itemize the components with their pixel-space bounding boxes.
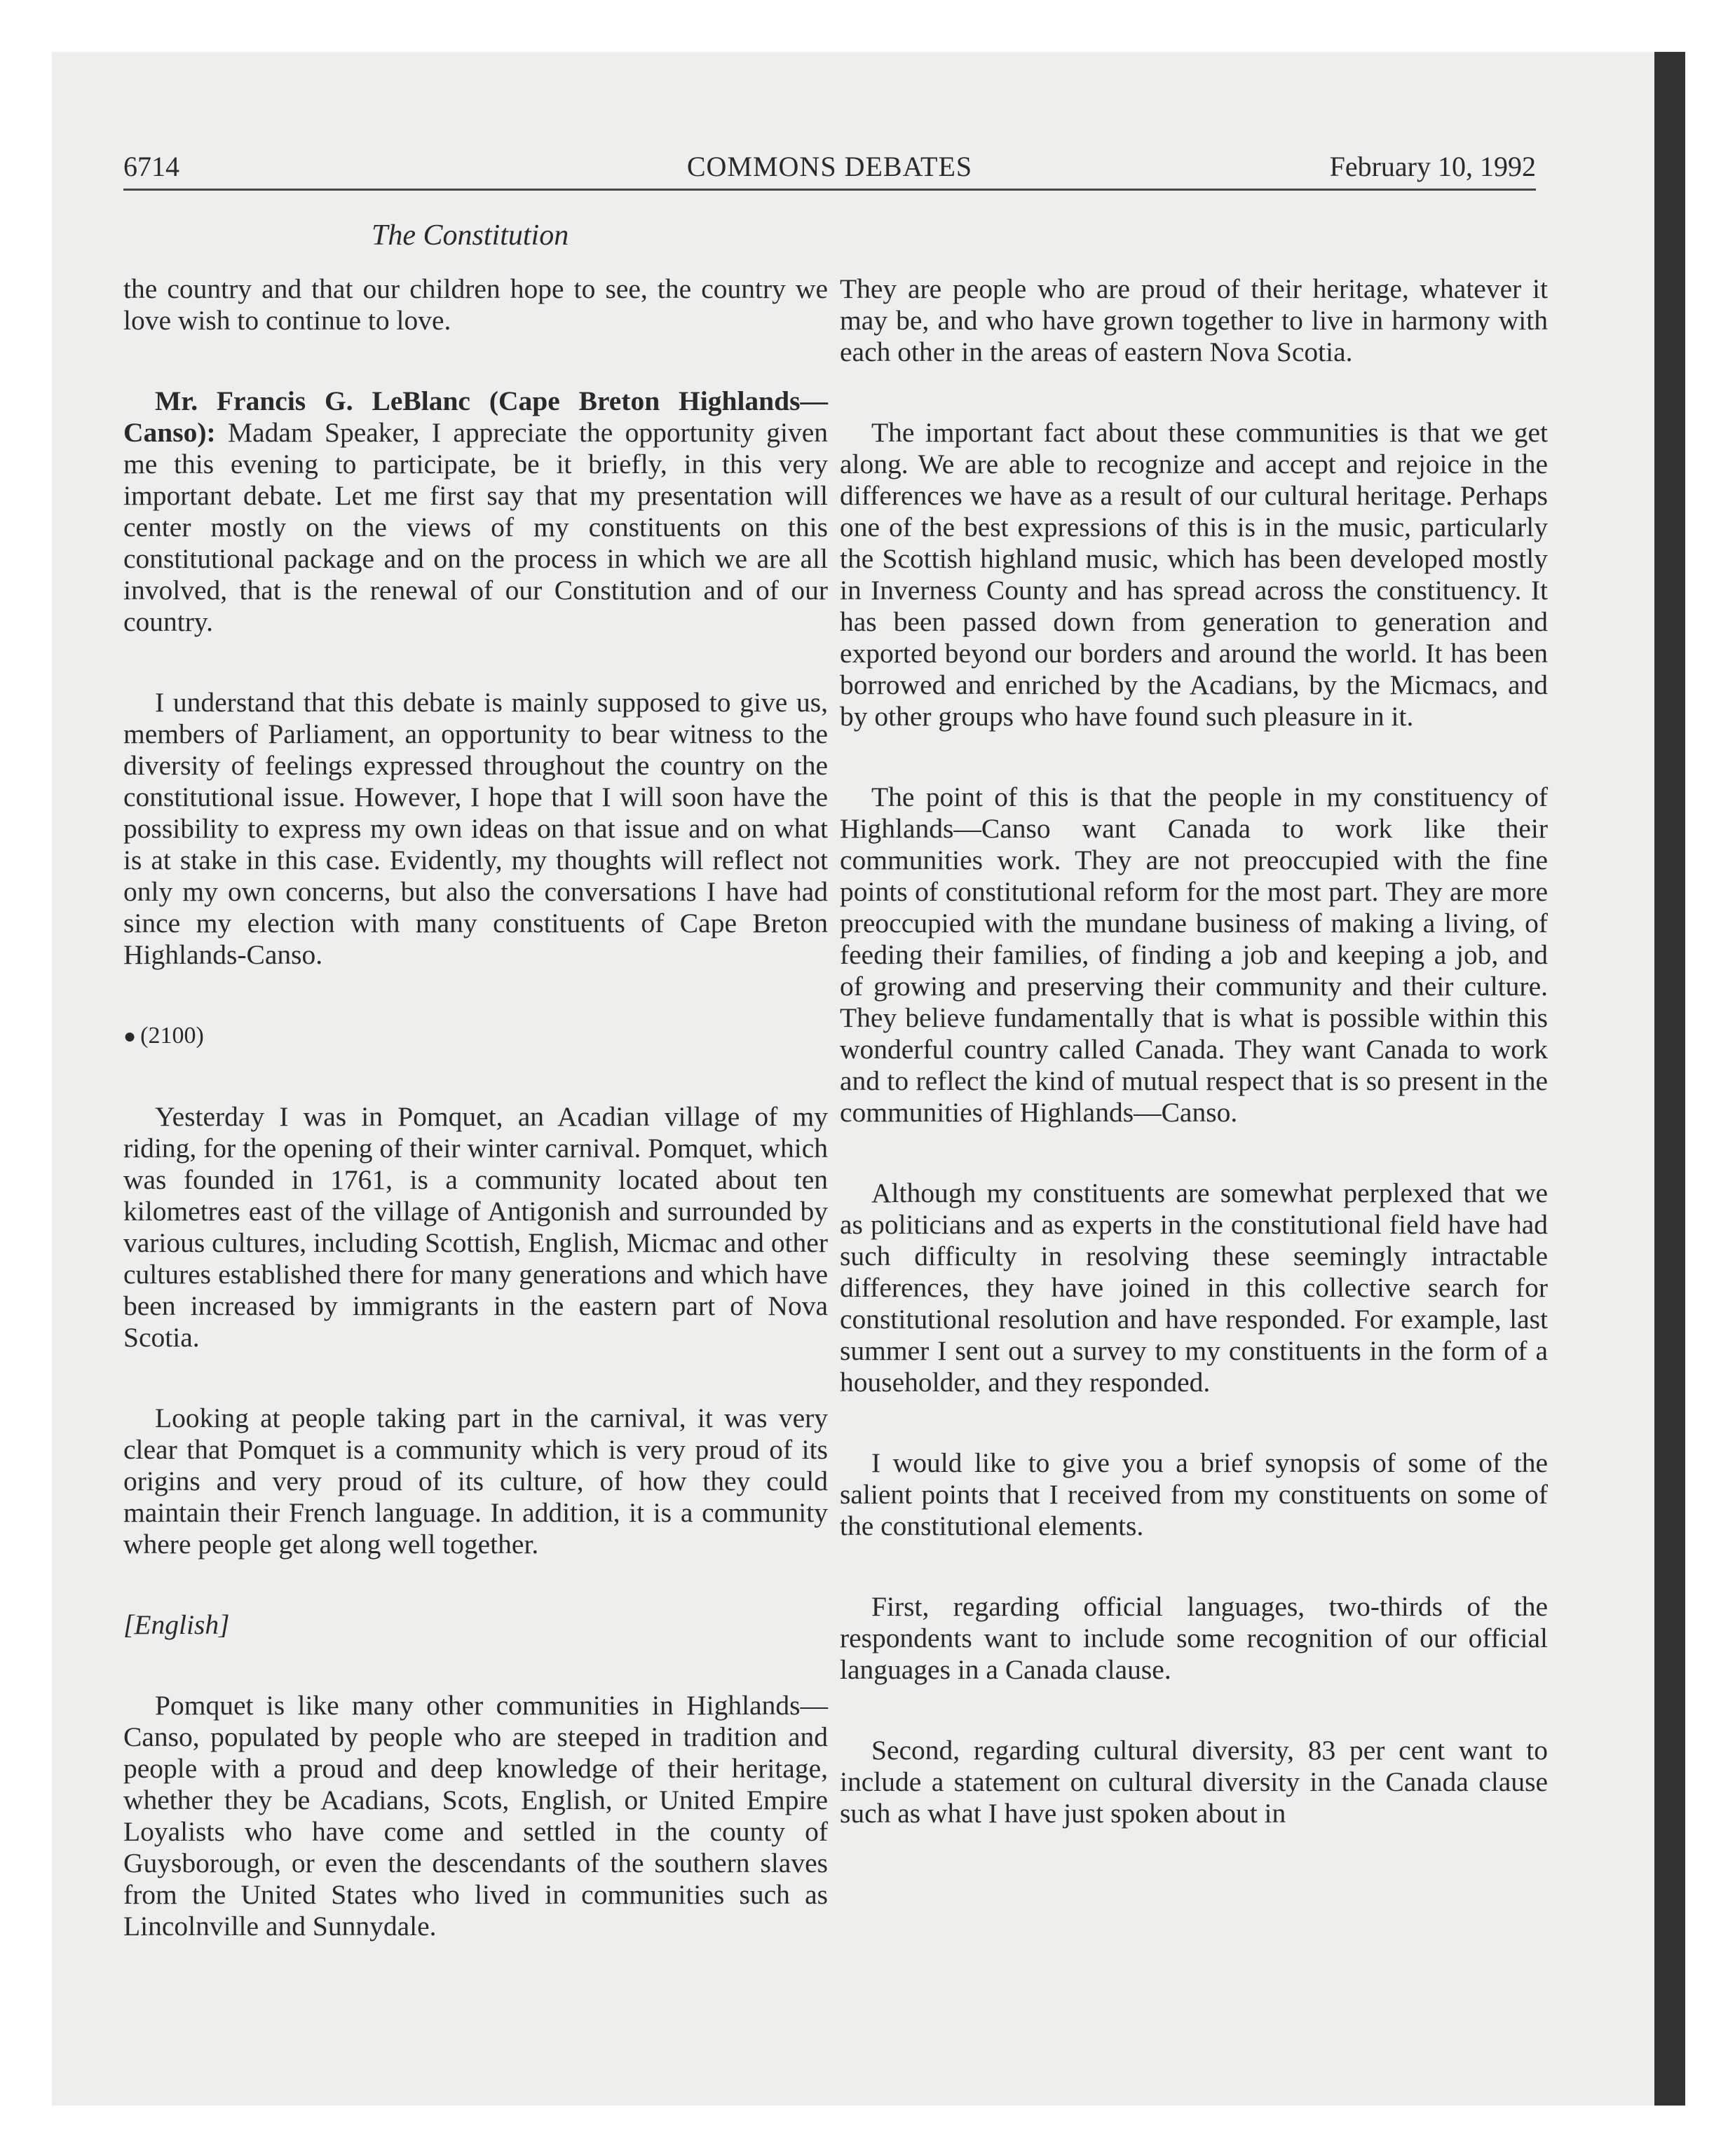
page-number: 6714 <box>123 151 179 182</box>
speech-text: Madam Speaker, I appreciate the opportunity given me this evening to participate, be it briefly, in this very important debate. Let me first say that my presentation will center mostly on the views of my constituents on this constitutional package and on the process in which we are all involved, that is the renewal of our Constitution and of our country. <box>123 417 828 637</box>
paragraph: the country and that our children hope to see, the country we love wish to continue to love. <box>123 273 828 336</box>
scan-edge-bar <box>1654 52 1685 2106</box>
paragraph: Pomquet is like many other communities in Highlands—Canso, populated by people who are steeped in tradition and people with a proud and deep knowledge of their heritage, whether they be Acadians, Scots, English, or United Empire Loyalists who have come and settled in the county of Guysborough, or even the descendants of the southern slaves from the United States who lived in communities such as Lincolnville and Sunnydale. <box>123 1690 828 1942</box>
paragraph: I understand that this debate is mainly supposed to give us, members of Parliament, an opportunity to bear witness to the diversity of feelings expressed throughout the country on the constitutional issue. However, I hope that I will soon have the possibility to express my own ideas on that issue and on what is at stake in this case. Evidently, my thoughts will reflect not only my own concerns, but also the conversations I have had since my election with many constituents of Cape Breton Highlands-Canso. <box>123 687 828 970</box>
paragraph: Although my constituents are somewhat perplexed that we as politicians and as experts in the constitutional field have had such difficulty in resolving these seemingly intractable differences, they have joined in this collective search for constitutional resolution and have responded. For example, last summer I sent out a survey to my constituents in the form of a householder, and they responded. <box>840 1178 1548 1398</box>
section-title: The Constitution <box>372 219 569 252</box>
paragraph: Second, regarding cultural diversity, 83 per cent want to include a statement on cultural diversity in the Canada clause such as what I have just spoken about in <box>840 1735 1548 1829</box>
page-header <box>123 144 1536 191</box>
paragraph: Looking at people taking part in the carnival, it was very clear that Pomquet is a community which is very proud of its origins and very proud of its culture, of how they could maintain their French language. In addition, it is a community where people get along well together. <box>123 1403 828 1560</box>
paragraph: I would like to give you a brief synopsis of some of the salient points that I received from my constituents on some of the constitutional elements. <box>840 1447 1548 1541</box>
paragraph: Yesterday I was in Pomquet, an Acadian village of my riding, for the opening of their winter carnival. Pomquet, which was founded in 1761, is a community located about ten kilometres east of the village of Antigonish and surrounded by various cultures, including Scottish, English, Micmac and other cultures established there for many generations and which have been increased by immigrants in the eastern part of Nova Scotia. <box>123 1101 828 1353</box>
paragraph: The important fact about these communities is that we get along. We are able to recognize and accept and rejoice in the differences we have as a result of our cultural heritage. Perhaps one of the best expressions of this is in the music, particularly the Scottish highland music, which has been developed mostly in Inverness County and has spread across the constituency. It has been passed down from generation to generation and exported beyond our borders and around the world. It has been borrowed and enriched by the Acadians, by the Micmacs, and by other groups who have found such pleasure in it. <box>840 417 1548 732</box>
speaker-paragraph <box>123 386 828 638</box>
speaker-name: Mr. Francis G. LeBlanc (Cape Breton Highlands—Canso): <box>123 386 828 448</box>
left-column <box>123 273 828 1991</box>
right-column <box>840 273 1548 1878</box>
time-marker <box>123 1020 828 1052</box>
language-tag: [English] <box>123 1609 230 1640</box>
bullet-icon: ● <box>123 1025 137 1048</box>
paragraph: They are people who are proud of their heritage, whatever it may be, and who have grown together to live in harmony with each other in the areas of eastern Nova Scotia. <box>840 273 1548 367</box>
paragraph: The point of this is that the people in my constituency of Highlands—Canso want Canada to work like their communities work. They are not preoccupied with the fine points of constitutional reform for the most part. They are more preoccupied with the mundane business of making a living, of feeding their families, of finding a job and keeping a job, and of growing and preserving their community and their culture. They believe fundamentally that is what is possible within this wonderful country called Canada. They want Canada to work and to reflect the kind of mutual respect that is so present in the communities of Highlands—Canso. <box>840 782 1548 1128</box>
header-date: February 10, 1992 <box>1329 151 1536 182</box>
paragraph: First, regarding official languages, two-thirds of the respondents want to include some recognition of our official languages in a Canada clause. <box>840 1591 1548 1685</box>
running-title: COMMONS DEBATES <box>686 151 973 182</box>
time-marker-text: (2100) <box>140 1023 204 1049</box>
